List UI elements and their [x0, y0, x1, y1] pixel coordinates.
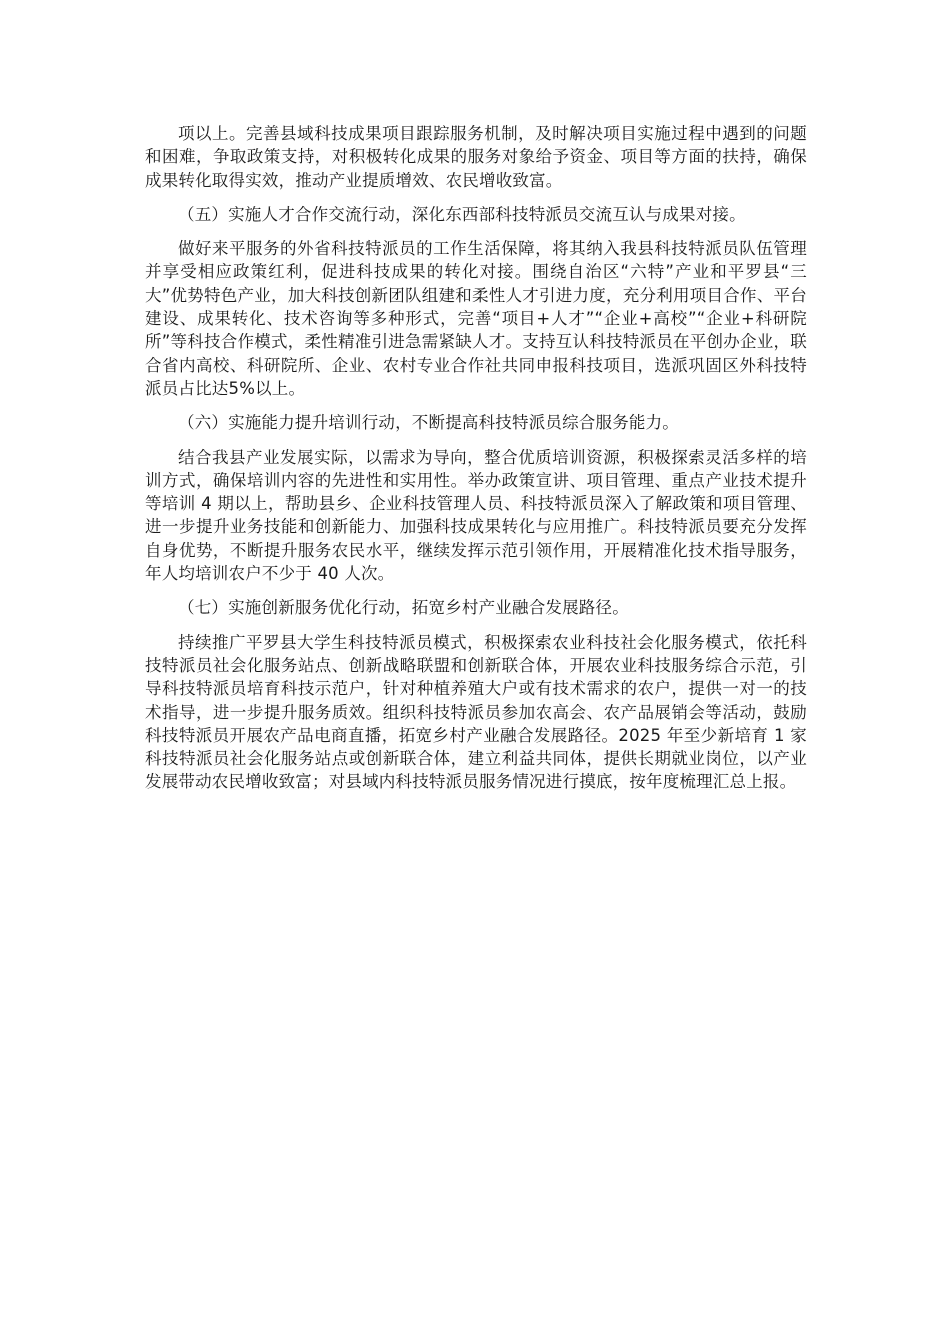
- paragraph-project-tracking: 项以上。完善县域科技成果项目跟踪服务机制，及时解决项目实施过程中遇到的问题和困难，争取政策支持，对积极转化成果的服务对象给予资金、项目等方面的扶持，确保成果转化取得实效，推动产业提质增效、农民增收致富。: [145, 124, 807, 190]
- paragraph-talent-exchange: 做好来平服务的外省科技特派员的工作生活保障，将其纳入我县科技特派员队伍管理并享受相应政策红利，促进科技成果的转化对接。围绕自治区“六特”产业和平罗县“三大”优势特色产业，加大科技创新团队组建和柔性人才引进力度，充分利用项目合作、平台建设、成果转化、技术咨询等多种形式，完善“项目+人才”“企业+高校”“企业+科研院所”等科技合作模式，柔性精准引进急需紧缺人才。支持互认科技特派员在平创办企业，联合省内高校、科研院所、企业、农村专业合作社共同申报科技项目，选派巩固区外科技特派员占比达5%以上。: [145, 239, 807, 398]
- paragraph-training: 结合我县产业发展实际，以需求为导向，整合优质培训资源，积极探索灵活多样的培训方式，确保培训内容的先进性和实用性。举办政策宣讲、项目管理、重点产业技术提升等培训 4 期以上，帮助县乡、企业科技管理人员、科技特派员深入了解政策和项目管理、进一步提升业务技能和创新能力、加强科技成果转化与应用推广。科技特派员要充分发挥自身优势，不断提升服务农民水平，继续发挥示范引领作用，开展精准化技术指导服务，年人均培训农户不少于 40 人次。: [145, 447, 807, 584]
- paragraph-service-optimization: 持续推广平罗县大学生科技特派员模式，积极探索农业科技社会化服务模式，依托科技特派员社会化服务站点、创新战略联盟和创新联合体，开展农业科技服务综合示范，引导科技特派员培育科技示范户，针对种植养殖大户或有技术需求的农户，提供一对一的技术指导，进一步提升服务质效。组织科技特派员参加农高会、农产品展销会等活动，鼓励科技特派员开展农产品电商直播，拓宽乡村产业融合发展路径。2025 年至少新培育 1 家科技特派员社会化服务站点或创新联合体，建立利益共同体，提供长期就业岗位，以产业发展带动农民增收致富；对县域内科技特派员服务情况进行摸底，按年度梳理汇总上报。: [145, 632, 807, 792]
- document-page: [145, 122, 807, 805]
- section-heading-7: （七）实施创新服务优化行动，拓宽乡村产业融合发展路径。: [178, 598, 629, 618]
- section-heading-5: （五）实施人才合作交流行动，深化东西部科技特派员交流互认与成果对接。: [178, 204, 746, 224]
- section-heading-6: （六）实施能力提升培训行动，不断提高科技特派员综合服务能力。: [178, 413, 679, 433]
